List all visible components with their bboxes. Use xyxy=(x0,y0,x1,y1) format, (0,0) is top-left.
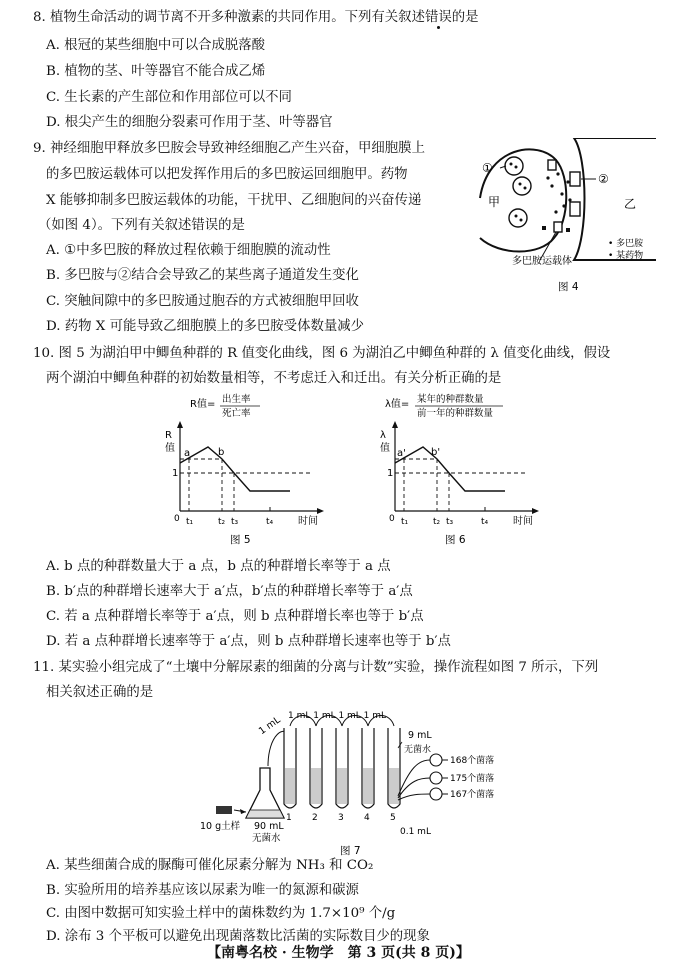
legend-drug: • 某药物 xyxy=(608,251,644,261)
fig5-formula-num: 出生率 xyxy=(222,394,251,405)
svg-text:4: 4 xyxy=(364,813,370,823)
q9-option-a: A. ①中多巴胺的释放过程依赖于细胞膜的流动性 xyxy=(46,243,331,258)
q11-option-a: A. 某些细菌合成的脲酶可催化尿素分解为 NH₃ 和 CO₂ xyxy=(46,858,374,873)
label-sterile-water: 无菌水 xyxy=(252,833,281,844)
petri-dish-icon xyxy=(430,754,442,766)
svg-text:0: 0 xyxy=(389,514,395,524)
svg-text:t₃: t₃ xyxy=(231,517,239,527)
svg-text:t₁: t₁ xyxy=(401,517,409,527)
fig6-one: 1 xyxy=(387,468,394,479)
svg-text:值: 值 xyxy=(165,443,175,454)
svg-text:3: 3 xyxy=(338,813,344,823)
svg-text:t₄: t₄ xyxy=(481,517,489,527)
label-circle-2: ② xyxy=(598,172,609,186)
label-water-90: 90 mL xyxy=(254,821,284,832)
fig6-lambda-curve xyxy=(395,447,505,491)
q10-stem-line: 两个湖泊中鲫鱼种群的初始数量相等，不考虑迁入和迁出。有关分析正确的是 xyxy=(46,371,502,386)
q8-option-a: A. 根冠的某些细胞中可以合成脱落酸 xyxy=(46,38,266,53)
dopamine-receptor xyxy=(570,172,580,186)
q9-stem-line: 9. 神经细胞甲释放多巴胺会导致神经细胞乙产生兴奋，甲细胞膜上 xyxy=(33,141,425,156)
fig5-formula-lhs: R值= xyxy=(190,399,216,410)
dopamine-molecules xyxy=(546,172,571,213)
figure-6-caption: 图 6 xyxy=(445,534,466,546)
label-circle-1: ① xyxy=(482,161,493,175)
label-plate-volume: 0.1 mL xyxy=(400,827,431,837)
figure-5-r-value-chart xyxy=(160,393,330,548)
fig5-point-a: a xyxy=(184,448,191,459)
label-carrier: 多巴胺运载体 xyxy=(512,256,572,267)
fig5-xlabel: 时间 xyxy=(298,516,318,527)
q9-option-d: D. 药物 X 可能导致乙细胞膜上的多巴胺受体数量减少 xyxy=(46,319,365,334)
q11-stem-line: 相关叙述正确的是 xyxy=(46,685,154,700)
q10-option-a: A. b 点的种群数量大于 a 点，b 点的种群增长率等于 a 点 xyxy=(46,559,391,574)
synaptic-vesicle xyxy=(509,209,527,227)
q11-option-d: D. 涂布 3 个平板可以避免出现菌落数比活菌的实际数目少的现象 xyxy=(46,929,430,944)
q8-option-c: C. 生长素的产生部位和作用部位可以不同 xyxy=(46,90,292,105)
figure-4-caption: 图 4 xyxy=(558,281,579,293)
figure-7-caption: 图 7 xyxy=(340,845,361,857)
q9-option-c: C. 突触间隙中的多巴胺通过胞吞的方式被细胞甲回收 xyxy=(46,294,359,309)
label-transfer-ml: 1 mL 1 mL 1 mL 1 mL xyxy=(288,711,387,721)
svg-text:t₂: t₂ xyxy=(433,517,441,527)
label-first-ml: 1 mL xyxy=(256,714,283,738)
dopamine-carrier xyxy=(548,160,556,170)
q10-option-d: D. 若 a 点种群增长速率等于 a′点，则 b 点种群增长速率也等于 b′点 xyxy=(46,634,451,649)
svg-text:1: 1 xyxy=(286,813,292,823)
q8-stem-emphasis: 错误 xyxy=(424,10,452,25)
svg-text:t₄: t₄ xyxy=(266,517,274,527)
fig5-point-b: b xyxy=(218,447,225,458)
q10-option-c: C. 若 a 点种群增长率等于 a′点，则 b 点种群增长率也等于 b′点 xyxy=(46,609,424,624)
fig5-ylabel: R xyxy=(165,430,172,441)
fig6-ylabel: λ xyxy=(380,430,386,441)
label-cell-yi: 乙 xyxy=(624,197,637,211)
q9-stem-line: （如图 4）。下列有关叙述错误的是 xyxy=(38,218,245,233)
q8-stem: 8. 植物生命活动的调节离不开多种激素的共同作用。下列有关叙述错误的是 xyxy=(33,10,479,25)
dopamine-carrier xyxy=(554,222,562,232)
synaptic-vesicle xyxy=(513,177,531,195)
label-nine-ml: 9 mL xyxy=(408,730,432,741)
fig5-formula-den: 死亡率 xyxy=(222,408,251,419)
q9-option-b: B. 多巴胺与②结合会导致乙的某些离子通道发生变化 xyxy=(46,268,359,283)
q11-stem-line: 11. 某实验小组完成了“土壤中分解尿素的细菌的分离与计数”实验，操作流程如图 7 所示，下列 xyxy=(33,660,599,675)
q9-stem-line: 的多巴胺运载体可以把发挥作用后的多巴胺运回细胞甲。药物 xyxy=(46,167,408,182)
colony-count-1: 168个菌落 xyxy=(450,756,495,766)
fig6-formula-den: 前一年的种群数量 xyxy=(417,408,494,419)
synapse-diagram xyxy=(478,138,658,298)
legend-dopamine: • 多巴胺 xyxy=(608,239,644,249)
soil-sample-icon xyxy=(216,806,232,814)
fig6-point-a: a' xyxy=(397,448,406,459)
svg-text:值: 值 xyxy=(380,443,390,454)
q10-stem-line: 10. 图 5 为湖泊甲中鲫鱼种群的 R 值变化曲线，图 6 为湖泊乙中鲫鱼种群的 λ 值变化曲线，假设 xyxy=(33,346,611,361)
dilution-plating-diagram xyxy=(198,708,508,858)
figure-5-caption: 图 5 xyxy=(230,534,251,546)
q8-option-d: D. 根尖产生的细胞分裂素可作用于茎、叶等器官 xyxy=(46,115,333,130)
fig6-xlabel: 时间 xyxy=(513,516,533,527)
q10-option-b: B. b′点的种群增长速率大于 a′点，b′点的种群增长率等于 a′点 xyxy=(46,584,413,599)
svg-text:2: 2 xyxy=(312,813,318,823)
colony-count-2: 175个菌落 xyxy=(450,774,495,784)
fig5-one: 1 xyxy=(172,468,179,479)
svg-text:t₂: t₂ xyxy=(218,517,226,527)
q11-option-b: B. 实验所用的培养基应该以尿素为唯一的氮源和碳源 xyxy=(46,883,359,898)
petri-dish-icon xyxy=(430,772,442,784)
synaptic-vesicle xyxy=(505,157,523,175)
petri-dish-icon xyxy=(430,788,442,800)
page-footer: 【南粤名校 · 生物学 第 3 页(共 8 页)】 xyxy=(207,945,470,961)
svg-text:0: 0 xyxy=(174,514,180,524)
q8-option-b: B. 植物的茎、叶等器官不能合成乙烯 xyxy=(46,64,266,79)
fig6-formula-lhs: λ值= xyxy=(385,399,410,410)
svg-text:5: 5 xyxy=(390,813,396,823)
svg-text:t₁: t₁ xyxy=(186,517,194,527)
fig5-r-curve xyxy=(180,447,290,491)
q9-stem-line: X 能够抑制多巴胺运载体的功能，干扰甲、乙细胞间的兴奋传递 xyxy=(46,193,422,208)
fig6-formula-num: 某年的种群数量 xyxy=(417,394,484,405)
label-soil: 10 g土样 xyxy=(200,821,241,832)
q11-option-c: C. 由图中数据可知实验土样中的菌株数约为 1.7×10⁹ 个/g xyxy=(46,906,396,921)
label-cell-jia: 甲 xyxy=(488,195,501,209)
fig6-point-b: b' xyxy=(431,447,441,458)
svg-text:t₃: t₃ xyxy=(446,517,454,527)
colony-count-3: 167个菌落 xyxy=(450,790,495,800)
label-sterile-water-tube: 无菌水 xyxy=(404,745,432,755)
dopamine-receptor xyxy=(570,202,580,216)
figure-6-lambda-chart xyxy=(375,393,545,548)
